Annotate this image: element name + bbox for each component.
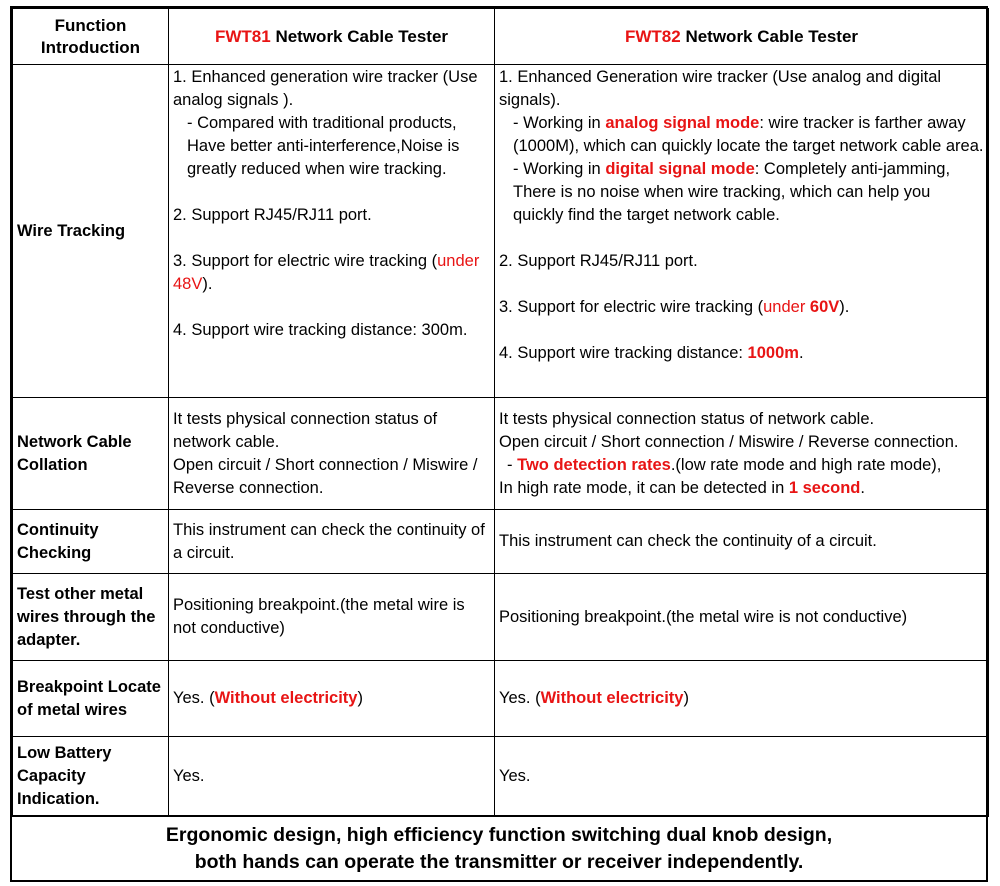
row-label-continuity: Continuity Checking: [13, 510, 169, 574]
row-label-metal-adapter: Test other metal wires through the adapter.: [13, 574, 169, 661]
fwt82-wt-p2: 2. Support RJ45/RJ11 port.: [499, 252, 698, 270]
fwt82-metal-adapter: Positioning breakpoint.(the metal wire is not conductive): [495, 574, 989, 661]
fwt81-cable-collation: It tests physical connection status of network cable. Open circuit / Short connection / Miswire / Reverse connection.: [169, 398, 495, 510]
row-label-breakpoint: Breakpoint Locate of metal wires: [13, 661, 169, 737]
header-function-intro: Function Introduction: [13, 9, 169, 65]
fwt82-wire-tracking: [495, 65, 989, 398]
fwt81-title: Network Cable Tester: [270, 27, 449, 46]
fwt81-metal-adapter: Positioning breakpoint.(the metal wire is not conductive): [169, 574, 495, 661]
fwt81-wt-p1: 1. Enhanced generation wire tracker (Use analog signals ).: [173, 68, 478, 109]
fwt81-wt-p3: 3. Support for electric wire tracking (under 48V).: [173, 252, 480, 293]
footer-line-2: both hands can operate the transmitter or receiver independently.: [194, 851, 804, 873]
fwt82-wt-p1b: - Working in analog signal mode: wire tracker is farther away (1000M), which can quickly locate the target network cable area.: [513, 114, 984, 155]
footer-line-1: Ergonomic design, high efficiency function switching dual knob design,: [165, 824, 833, 846]
fwt81-wt-p4: 4. Support wire tracking distance: 300m.: [173, 321, 468, 339]
fwt82-low-battery: Yes.: [495, 737, 989, 817]
fwt81-model: FWT81: [214, 27, 271, 46]
header-fwt81: [169, 9, 495, 65]
fwt81-wire-tracking: [169, 65, 495, 398]
fwt82-wt-p1c: - Working in digital signal mode: Completely anti-jamming, There is no noise when wire tracking, which can help you quickly find the target network cable.: [513, 160, 951, 224]
row-cable-collation: [13, 398, 989, 510]
row-continuity: [13, 510, 989, 574]
fwt82-cable-collation: It tests physical connection status of network cable. Open circuit / Short connection / Miswire / Reverse connection. - Two detection rates.(low rate mode and high rate mode), In high rate mode, it can be detected in 1 second.: [495, 398, 989, 510]
fwt82-wt-p1: 1. Enhanced Generation wire tracker (Use analog and digital signals).: [499, 68, 942, 109]
row-breakpoint: [13, 661, 989, 737]
footer-note: [12, 815, 986, 880]
fwt82-continuity: This instrument can check the continuity of a circuit.: [495, 510, 989, 574]
fwt82-title: Network Cable Tester: [680, 27, 859, 46]
fwt82-breakpoint: Yes. (Without electricity): [495, 661, 989, 737]
header-row: [13, 9, 989, 65]
fwt81-wt-p2: 2. Support RJ45/RJ11 port.: [173, 206, 372, 224]
fwt82-wt-p3: 3. Support for electric wire tracking (under 60V).: [499, 298, 850, 316]
fwt81-breakpoint: Yes. (Without electricity): [169, 661, 495, 737]
comparison-table: [12, 8, 989, 817]
fwt81-wt-p1b: - Compared with traditional products, Have better anti-interference,Noise is greatly reduced when wire tracking.: [187, 114, 460, 178]
comparison-sheet: [10, 6, 988, 882]
row-low-battery: [13, 737, 989, 817]
fwt81-continuity: This instrument can check the continuity of a circuit.: [169, 510, 495, 574]
row-metal-adapter: [13, 574, 989, 661]
header-fwt82: [495, 9, 989, 65]
fwt82-model: FWT82: [624, 27, 681, 46]
fwt81-low-battery: Yes.: [169, 737, 495, 817]
row-label-wire-tracking: Wire Tracking: [13, 65, 169, 398]
fwt82-wt-p4: 4. Support wire tracking distance: 1000m.: [499, 344, 804, 362]
row-label-low-battery: Low Battery Capacity Indication.: [13, 737, 169, 817]
row-label-cable-collation: Network Cable Collation: [13, 398, 169, 510]
row-wire-tracking: [13, 65, 989, 398]
